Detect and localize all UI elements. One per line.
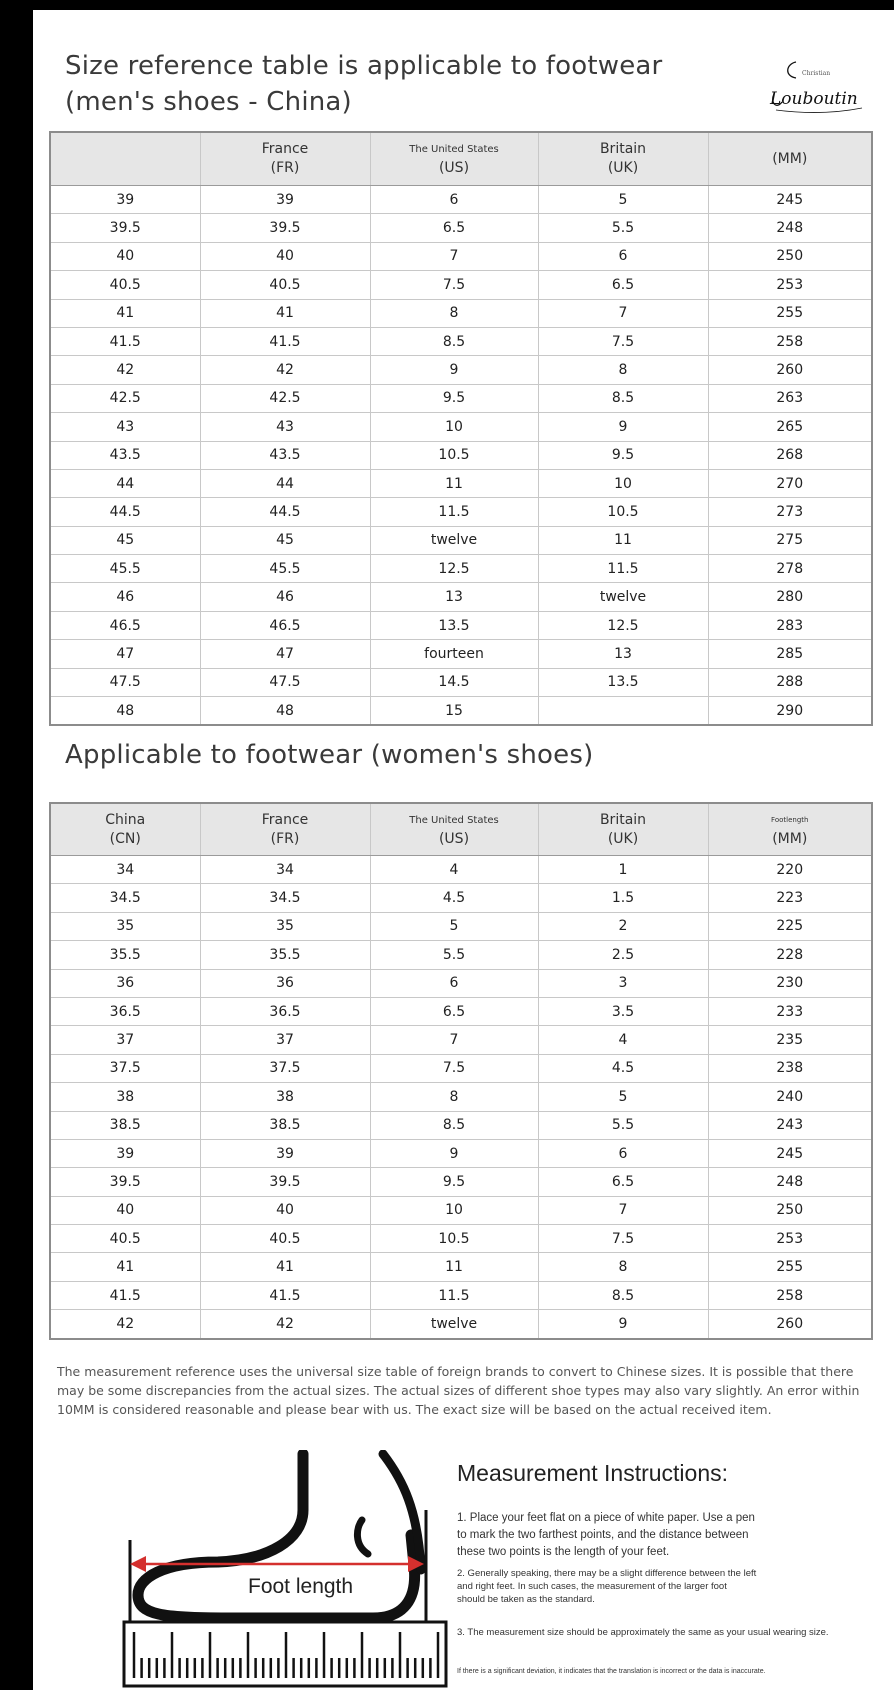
women-cell: 36.5 <box>50 997 200 1025</box>
men-cell: 42 <box>200 356 370 384</box>
men-cell: 40.5 <box>50 271 200 299</box>
women-cell: 39.5 <box>50 1168 200 1196</box>
men-table-row <box>50 356 872 384</box>
men-cell: 46.5 <box>50 611 200 639</box>
measurement-disclaimer: The measurement reference uses the universal size table of foreign brands to convert to Chinese sizes. It is possible that there may be some discrepancies from the actual sizes. The actual sizes of different shoe types may also vary slightly. An error within 10MM is considered reasonable and please bear with us. The exact size will be based on the actual received item. <box>57 1364 860 1417</box>
men-cell: 248 <box>708 214 872 242</box>
women-cell: 11.5 <box>370 1281 538 1309</box>
men-table-row <box>50 327 872 355</box>
men-cell: 250 <box>708 242 872 270</box>
men-cell: 13 <box>538 640 708 668</box>
women-cell: 41 <box>50 1253 200 1281</box>
men-cell: 10.5 <box>538 498 708 526</box>
men-cell: 5.5 <box>538 214 708 242</box>
men-cell: 253 <box>708 271 872 299</box>
instruction-step-2: 2. Generally speaking, there may be a slight difference between the left and right feet. In such cases, the measurement of the larger foot should be taken as the standard. <box>457 1568 757 1605</box>
men-cell: 48 <box>50 697 200 726</box>
men-cell: 44 <box>200 469 370 497</box>
women-cell: 5 <box>370 912 538 940</box>
men-cell: 47.5 <box>200 668 370 696</box>
men-section-title: Size reference table is applicable to footwear (men's shoes - China) <box>65 51 663 117</box>
women-cell: 34 <box>50 856 200 884</box>
men-cell: 283 <box>708 611 872 639</box>
men-table-row <box>50 668 872 696</box>
men-cell: 48 <box>200 697 370 726</box>
women-cell: 8.5 <box>370 1111 538 1139</box>
men-table-row <box>50 697 872 726</box>
men-cell: 44.5 <box>50 498 200 526</box>
men-cell: 39 <box>200 186 370 214</box>
women-cell: 255 <box>708 1253 872 1281</box>
women-table-row <box>50 1026 872 1054</box>
size-guide-page <box>33 10 894 1690</box>
women-table-row <box>50 1225 872 1253</box>
men-cell: 7 <box>538 299 708 327</box>
women-table-row <box>50 1054 872 1082</box>
men-table-row <box>50 583 872 611</box>
men-cell: 12.5 <box>370 555 538 583</box>
men-cell: 11 <box>370 469 538 497</box>
svg-text:Christian: Christian <box>802 70 831 77</box>
women-cell: 42 <box>200 1310 370 1339</box>
men-cell: 11.5 <box>538 555 708 583</box>
men-cell: 288 <box>708 668 872 696</box>
women-table-row <box>50 1281 872 1309</box>
women-table-header <box>50 803 872 856</box>
men-cell: 43 <box>50 413 200 441</box>
men-cell: 45 <box>200 526 370 554</box>
men-cell: 10 <box>538 469 708 497</box>
women-table-row <box>50 969 872 997</box>
women-cell: 6.5 <box>538 1168 708 1196</box>
men-cell: 260 <box>708 356 872 384</box>
women-cell: 35.5 <box>50 941 200 969</box>
men-cell <box>538 697 708 726</box>
women-cell: 2 <box>538 912 708 940</box>
men-header-uk: Britain (UK) <box>538 132 708 186</box>
men-cell: 13.5 <box>538 668 708 696</box>
women-cell: 35 <box>50 912 200 940</box>
women-cell: 34 <box>200 856 370 884</box>
women-cell: 35.5 <box>200 941 370 969</box>
men-table-row <box>50 441 872 469</box>
men-cell: 42.5 <box>200 384 370 412</box>
women-cell: 11 <box>370 1253 538 1281</box>
women-cell: 39 <box>200 1139 370 1167</box>
men-table-row <box>50 242 872 270</box>
women-cell: 37.5 <box>200 1054 370 1082</box>
women-cell: 36 <box>50 969 200 997</box>
men-cell: 43 <box>200 413 370 441</box>
women-cell: 5.5 <box>538 1111 708 1139</box>
women-cell: 238 <box>708 1054 872 1082</box>
men-cell: 9.5 <box>538 441 708 469</box>
women-cell: 5.5 <box>370 941 538 969</box>
men-cell: 258 <box>708 327 872 355</box>
women-cell: 40.5 <box>200 1225 370 1253</box>
women-cell: 243 <box>708 1111 872 1139</box>
women-cell: 40.5 <box>50 1225 200 1253</box>
women-table-row <box>50 1168 872 1196</box>
women-cell: 7 <box>538 1196 708 1224</box>
women-table-row <box>50 1139 872 1167</box>
men-cell: 10 <box>370 413 538 441</box>
women-cell: 42 <box>50 1310 200 1339</box>
men-cell: 43.5 <box>200 441 370 469</box>
men-cell: 285 <box>708 640 872 668</box>
women-cell: 4.5 <box>370 884 538 912</box>
men-table-row <box>50 498 872 526</box>
women-cell: 10.5 <box>370 1225 538 1253</box>
women-table-row <box>50 1111 872 1139</box>
women-cell: 36.5 <box>200 997 370 1025</box>
women-cell: 41 <box>200 1253 370 1281</box>
men-cell: 15 <box>370 697 538 726</box>
men-header-fr: France (FR) <box>200 132 370 186</box>
women-cell: twelve <box>370 1310 538 1339</box>
svg-text:Louboutin: Louboutin <box>770 89 858 109</box>
men-cell: 265 <box>708 413 872 441</box>
men-cell: 6.5 <box>538 271 708 299</box>
women-cell: 253 <box>708 1225 872 1253</box>
men-table-row <box>50 526 872 554</box>
men-cell: 6.5 <box>370 214 538 242</box>
women-table-row <box>50 1196 872 1224</box>
men-header-cn <box>50 132 200 186</box>
men-cell: 11.5 <box>370 498 538 526</box>
foot-length-label: Foot length <box>248 1575 354 1598</box>
women-cell: 240 <box>708 1083 872 1111</box>
men-cell: 45 <box>50 526 200 554</box>
men-cell: 44 <box>50 469 200 497</box>
men-cell: 40.5 <box>200 271 370 299</box>
men-cell: 290 <box>776 702 804 719</box>
women-cell: 250 <box>708 1196 872 1224</box>
women-cell: 225 <box>708 912 872 940</box>
women-cell: 37 <box>50 1026 200 1054</box>
women-cell: 4 <box>370 856 538 884</box>
foot-measurement-diagram <box>118 1450 453 1690</box>
women-cell: 37 <box>200 1026 370 1054</box>
men-cell: 8.5 <box>370 327 538 355</box>
women-table-row <box>50 941 872 969</box>
women-table-row <box>50 1253 872 1281</box>
women-cell: 38.5 <box>50 1111 200 1139</box>
men-cell: 273 <box>708 498 872 526</box>
men-table-row <box>50 384 872 412</box>
men-cell: 43.5 <box>50 441 200 469</box>
women-cell: 34.5 <box>50 884 200 912</box>
women-section-title: Applicable to footwear (women's shoes) <box>65 740 594 770</box>
men-cell: 245 <box>708 186 872 214</box>
men-cell: 8 <box>538 356 708 384</box>
women-cell: 6.5 <box>370 997 538 1025</box>
women-cell: 40 <box>50 1196 200 1224</box>
men-cell: 46 <box>50 583 200 611</box>
men-cell: 5 <box>538 186 708 214</box>
men-cell: 268 <box>708 441 872 469</box>
women-cell: 248 <box>708 1168 872 1196</box>
women-cell: 233 <box>708 997 872 1025</box>
men-cell: 13 <box>370 583 538 611</box>
men-cell: 270 <box>708 469 872 497</box>
men-table-row <box>50 271 872 299</box>
women-cell: 8 <box>370 1083 538 1111</box>
men-cell: 7 <box>370 242 538 270</box>
women-header-cn: China (CN) <box>50 803 200 856</box>
women-cell: 245 <box>708 1139 872 1167</box>
men-size-table <box>49 131 873 726</box>
women-cell: 39.5 <box>200 1168 370 1196</box>
men-cell: 39.5 <box>50 214 200 242</box>
men-cell: 11 <box>538 526 708 554</box>
brand-logo <box>766 50 866 120</box>
men-cell: 13.5 <box>370 611 538 639</box>
women-cell: 1 <box>538 856 708 884</box>
women-size-table <box>49 802 873 1340</box>
men-cell: 14.5 <box>370 668 538 696</box>
men-cell: 8 <box>370 299 538 327</box>
women-cell: 2.5 <box>538 941 708 969</box>
women-header-mm: Footlength (MM) <box>708 803 872 856</box>
men-cell: 42.5 <box>50 384 200 412</box>
women-cell: 8.5 <box>538 1281 708 1309</box>
men-cell: 46.5 <box>200 611 370 639</box>
women-cell: 40 <box>200 1196 370 1224</box>
women-table-row <box>50 912 872 940</box>
women-cell: 4 <box>538 1026 708 1054</box>
women-header-fr: France (FR) <box>200 803 370 856</box>
women-cell: 9.5 <box>370 1168 538 1196</box>
women-cell: 38 <box>200 1083 370 1111</box>
men-table-row <box>50 555 872 583</box>
men-table-row <box>50 611 872 639</box>
women-table-row <box>50 856 872 884</box>
men-cell: 275 <box>708 526 872 554</box>
women-cell: 5 <box>538 1083 708 1111</box>
women-cell: 37.5 <box>50 1054 200 1082</box>
women-cell: 260 <box>776 1315 804 1332</box>
men-cell: 45.5 <box>200 555 370 583</box>
women-cell: 6 <box>370 969 538 997</box>
men-table-row <box>50 469 872 497</box>
women-cell: 41.5 <box>200 1281 370 1309</box>
men-cell: 9.5 <box>370 384 538 412</box>
men-table-row <box>50 413 872 441</box>
women-table-row <box>50 1083 872 1111</box>
men-header-mm: (MM) <box>708 132 872 186</box>
men-cell: 41 <box>200 299 370 327</box>
women-cell: 38 <box>50 1083 200 1111</box>
women-cell: 235 <box>708 1026 872 1054</box>
women-cell: 39 <box>50 1139 200 1167</box>
instructions-title: Measurement Instructions: <box>457 1460 729 1486</box>
women-cell: 7.5 <box>370 1054 538 1082</box>
men-header-us: The United States (US) <box>370 132 538 186</box>
men-cell: fourteen <box>370 640 538 668</box>
men-cell: 9 <box>370 356 538 384</box>
women-cell: 41.5 <box>50 1281 200 1309</box>
men-cell: 9 <box>538 413 708 441</box>
women-cell: 35 <box>200 912 370 940</box>
women-cell: 36 <box>200 969 370 997</box>
women-cell: 9 <box>538 1310 708 1339</box>
men-cell: twelve <box>370 526 538 554</box>
instruction-step-3: 3. The measurement size should be approximately the same as your usual wearing size. <box>457 1627 829 1638</box>
men-cell: 8.5 <box>538 384 708 412</box>
men-cell: 41 <box>50 299 200 327</box>
men-cell: 40 <box>200 242 370 270</box>
men-cell: 47 <box>200 640 370 668</box>
men-cell: 39.5 <box>200 214 370 242</box>
women-header-us: The United States (US) <box>370 803 538 856</box>
men-cell: 6 <box>370 186 538 214</box>
men-table-header <box>50 132 872 186</box>
women-cell: 228 <box>708 941 872 969</box>
women-cell: 9 <box>370 1139 538 1167</box>
instruction-step-1: 1. Place your feet flat on a piece of white paper. Use a pen to mark the two farthest points, and the distance between these two points is the length of your feet. <box>457 1512 755 1558</box>
men-table-row <box>50 640 872 668</box>
women-cell: 6 <box>538 1139 708 1167</box>
men-cell: 280 <box>708 583 872 611</box>
women-cell: 38.5 <box>200 1111 370 1139</box>
men-cell: 7.5 <box>538 327 708 355</box>
women-cell: 220 <box>708 856 872 884</box>
women-cell: 258 <box>708 1281 872 1309</box>
women-cell: 3 <box>538 969 708 997</box>
men-cell: 7.5 <box>370 271 538 299</box>
men-cell: 39 <box>50 186 200 214</box>
men-cell: 255 <box>708 299 872 327</box>
women-cell: 7 <box>370 1026 538 1054</box>
men-table-row <box>50 186 872 214</box>
men-cell: 12.5 <box>538 611 708 639</box>
women-table-row <box>50 997 872 1025</box>
instruction-note: If there is a significant deviation, it indicates that the translation is incorrect or the data is inaccurate. <box>457 1668 766 1675</box>
men-cell: 278 <box>708 555 872 583</box>
men-cell: 46 <box>200 583 370 611</box>
men-table-row <box>50 214 872 242</box>
women-table-row <box>50 884 872 912</box>
women-cell: 3.5 <box>538 997 708 1025</box>
men-cell: 6 <box>538 242 708 270</box>
men-cell: twelve <box>538 583 708 611</box>
men-cell: 45.5 <box>50 555 200 583</box>
women-cell: 10 <box>370 1196 538 1224</box>
women-cell: 223 <box>708 884 872 912</box>
men-cell: 41.5 <box>200 327 370 355</box>
women-cell: 8 <box>538 1253 708 1281</box>
women-cell: 4.5 <box>538 1054 708 1082</box>
women-cell: 7.5 <box>538 1225 708 1253</box>
men-cell: 10.5 <box>370 441 538 469</box>
women-cell: 34.5 <box>200 884 370 912</box>
women-table-row <box>50 1310 872 1339</box>
women-cell: 1.5 <box>538 884 708 912</box>
men-cell: 42 <box>50 356 200 384</box>
women-cell: 230 <box>708 969 872 997</box>
women-header-uk: Britain (UK) <box>538 803 708 856</box>
men-cell: 41.5 <box>50 327 200 355</box>
men-cell: 40 <box>50 242 200 270</box>
men-cell: 263 <box>708 384 872 412</box>
men-cell: 47 <box>50 640 200 668</box>
men-cell: 47.5 <box>50 668 200 696</box>
men-cell: 44.5 <box>200 498 370 526</box>
men-table-row <box>50 299 872 327</box>
